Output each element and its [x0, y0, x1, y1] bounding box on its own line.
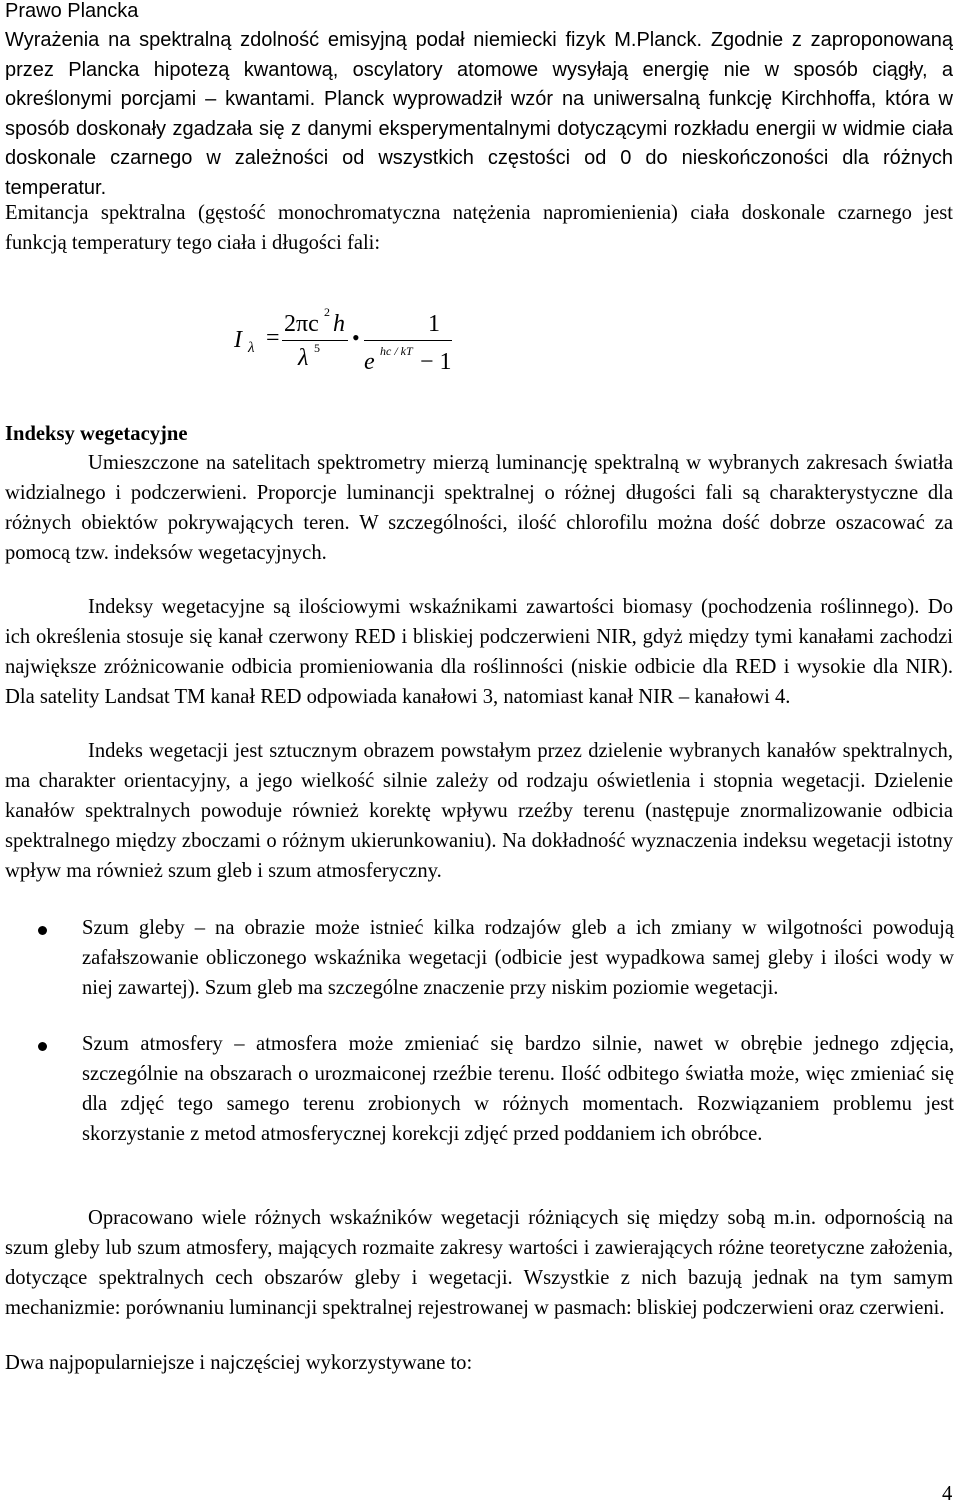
formula-numerator-2: 1 [428, 311, 440, 337]
indices-paragraph-5: Dwa najpopularniejsze i najczęściej wykorzystywane to: [5, 1352, 473, 1374]
formula-denominator-2-e: e [364, 349, 375, 375]
indices-paragraph-3: Indeks wegetacji jest sztucznym obrazem powstałym przez dzielenie wybranych kanałów spektralnych, ma charakter orientacyjny, a jego wielkość silnie zależy od rodzaju oświetlenia i stopnia wegetacji. Dzielenie kanałów spektralnych powoduje również korektę wpływu rzeźby terenu (następuje znormalizowanie odbicia spektralnego między zboczami o różnym ukierunkowaniu). Na dokładność wyznaczenia indeksu wegetacji istotny wpływ ma również szum gleb i szum atmosferyczny. [5, 740, 953, 882]
formula-lhs: I [234, 327, 242, 353]
planck-paragraph: Wyrażenia na spektralną zdolność emisyjną podał niemiecki fizyk M.Planck. Zgodnie z zaproponowaną przez Plancka hipotezą kwantową, oscylatory atomowe wysyłają energię nie w sposób ciągły, a określonymi porcjami – kwantami. Planck wyprowadził wzór na uniwersalną funkcję Kirchhoffa, która w sposób doskonały zgadzała się z danymi eksperymentalnymi dotyczącymi rozkładu energii w widmie ciała doskonale czarnego w zależności od wszystkich częstości od 0 do nieskończoności dla różnych temperatur. [5, 29, 953, 199]
page-number: 4 [942, 1483, 953, 1505]
section-title: Prawo Plancka [5, 0, 139, 22]
formula-lhs-subscript: λ [248, 340, 255, 356]
bullet-item-soil-noise: Szum gleby – na obrazie może istnieć kilka rodzajów gleb a ich zmiany w wilgotności powodują zafałszowanie obliczonego wskaźnika wegetacji (odbicie jest wypadkowa samej gleby i ilości wody w niej zawartej). Szum gleb ma szczególne znaczenie przy niskim poziomie wegetacji. [82, 917, 954, 999]
indices-paragraph-4: Opracowano wiele różnych wskaźników wegetacji różniących się między sobą m.in. odpornością na szum gleby lub szum atmosfery, mających rozmaite zakresy wartości i zawierających różne teoretyczne założenia, dotyczące spektralnych cech obszarów gleby i wegetacji. Wszystkie z nich bazują jednak na tym samym mechanizmie: porównaniu luminancji spektralnej rejestrowanej w pasmach: bliskiej podczerwieni oraz czerwieni. [5, 1207, 953, 1319]
bullet-icon [38, 1042, 47, 1051]
fraction-bar-2 [364, 340, 452, 341]
formula-equals: = [266, 325, 280, 351]
formula-numerator-1-sup: 2 [324, 305, 330, 319]
bullet-icon [38, 926, 47, 935]
planck-formula [230, 300, 470, 380]
formula-numerator-1-h: h [333, 311, 345, 337]
formula-denominator-2-minus-one: − 1 [420, 349, 452, 375]
formula-denominator-1-sup: 5 [314, 341, 320, 355]
section-heading: Indeksy wegetacyjne [5, 423, 188, 445]
indices-paragraph-1: Umieszczone na satelitach spektrometry mierzą luminancję spektralną w wybranych zakresach światła widzialnego i podczerwieni. Proporcje luminancji spektralnej o różnej długości fali są charakterystyczne dla różnych obiektów pokrywających teren. W szczególności, ilość chlorofilu można dość dobrze oszacować za pomocą tzw. indeksów wegetacyjnych. [5, 452, 953, 564]
formula-denominator-2-exponent: hc / kT [380, 344, 413, 358]
formula-numerator-1: 2πc [284, 311, 319, 337]
indices-paragraph-2: Indeksy wegetacyjne są ilościowymi wskaźnikami zawartości biomasy (pochodzenia roślinnego). Do ich określenia stosuje się kanał czerwony RED i bliskiej podczerwieni NIR, gdyż między tymi kanałami zachodzi największe zróżnicowanie odbicia promieniowania dla roślinności (niskie odbicie dla RED i wysokie dla NIR). Dla satelity Landsat TM kanał RED odpowiada kanałowi 3, natomiast kanał NIR – kanałowi 4. [5, 596, 953, 708]
formula-denominator-1: λ [298, 345, 309, 371]
formula-dot: • [352, 325, 360, 350]
bullet-item-atmosphere-noise: Szum atmosfery – atmosfera może zmieniać się bardzo silnie, nawet w obrębie jednego zdjęcia, szczególnie na obszarach o urozmaiconej rzeźbie terenu. Ilość odbitego światła może, więc zmieniać się dla zdjęć tego samego terenu zrobionych w różnych momentach. Rozwiązaniem problemu jest skorzystanie z metod atmosferycznej korekcji zdjęć przed poddaniem ich obróbce. [82, 1033, 954, 1145]
emittance-paragraph: Emitancja spektralna (gęstość monochromatyczna natężenia napromienienia) ciała doskonale czarnego jest funkcją temperatury tego ciała i długości fali: [5, 202, 953, 254]
